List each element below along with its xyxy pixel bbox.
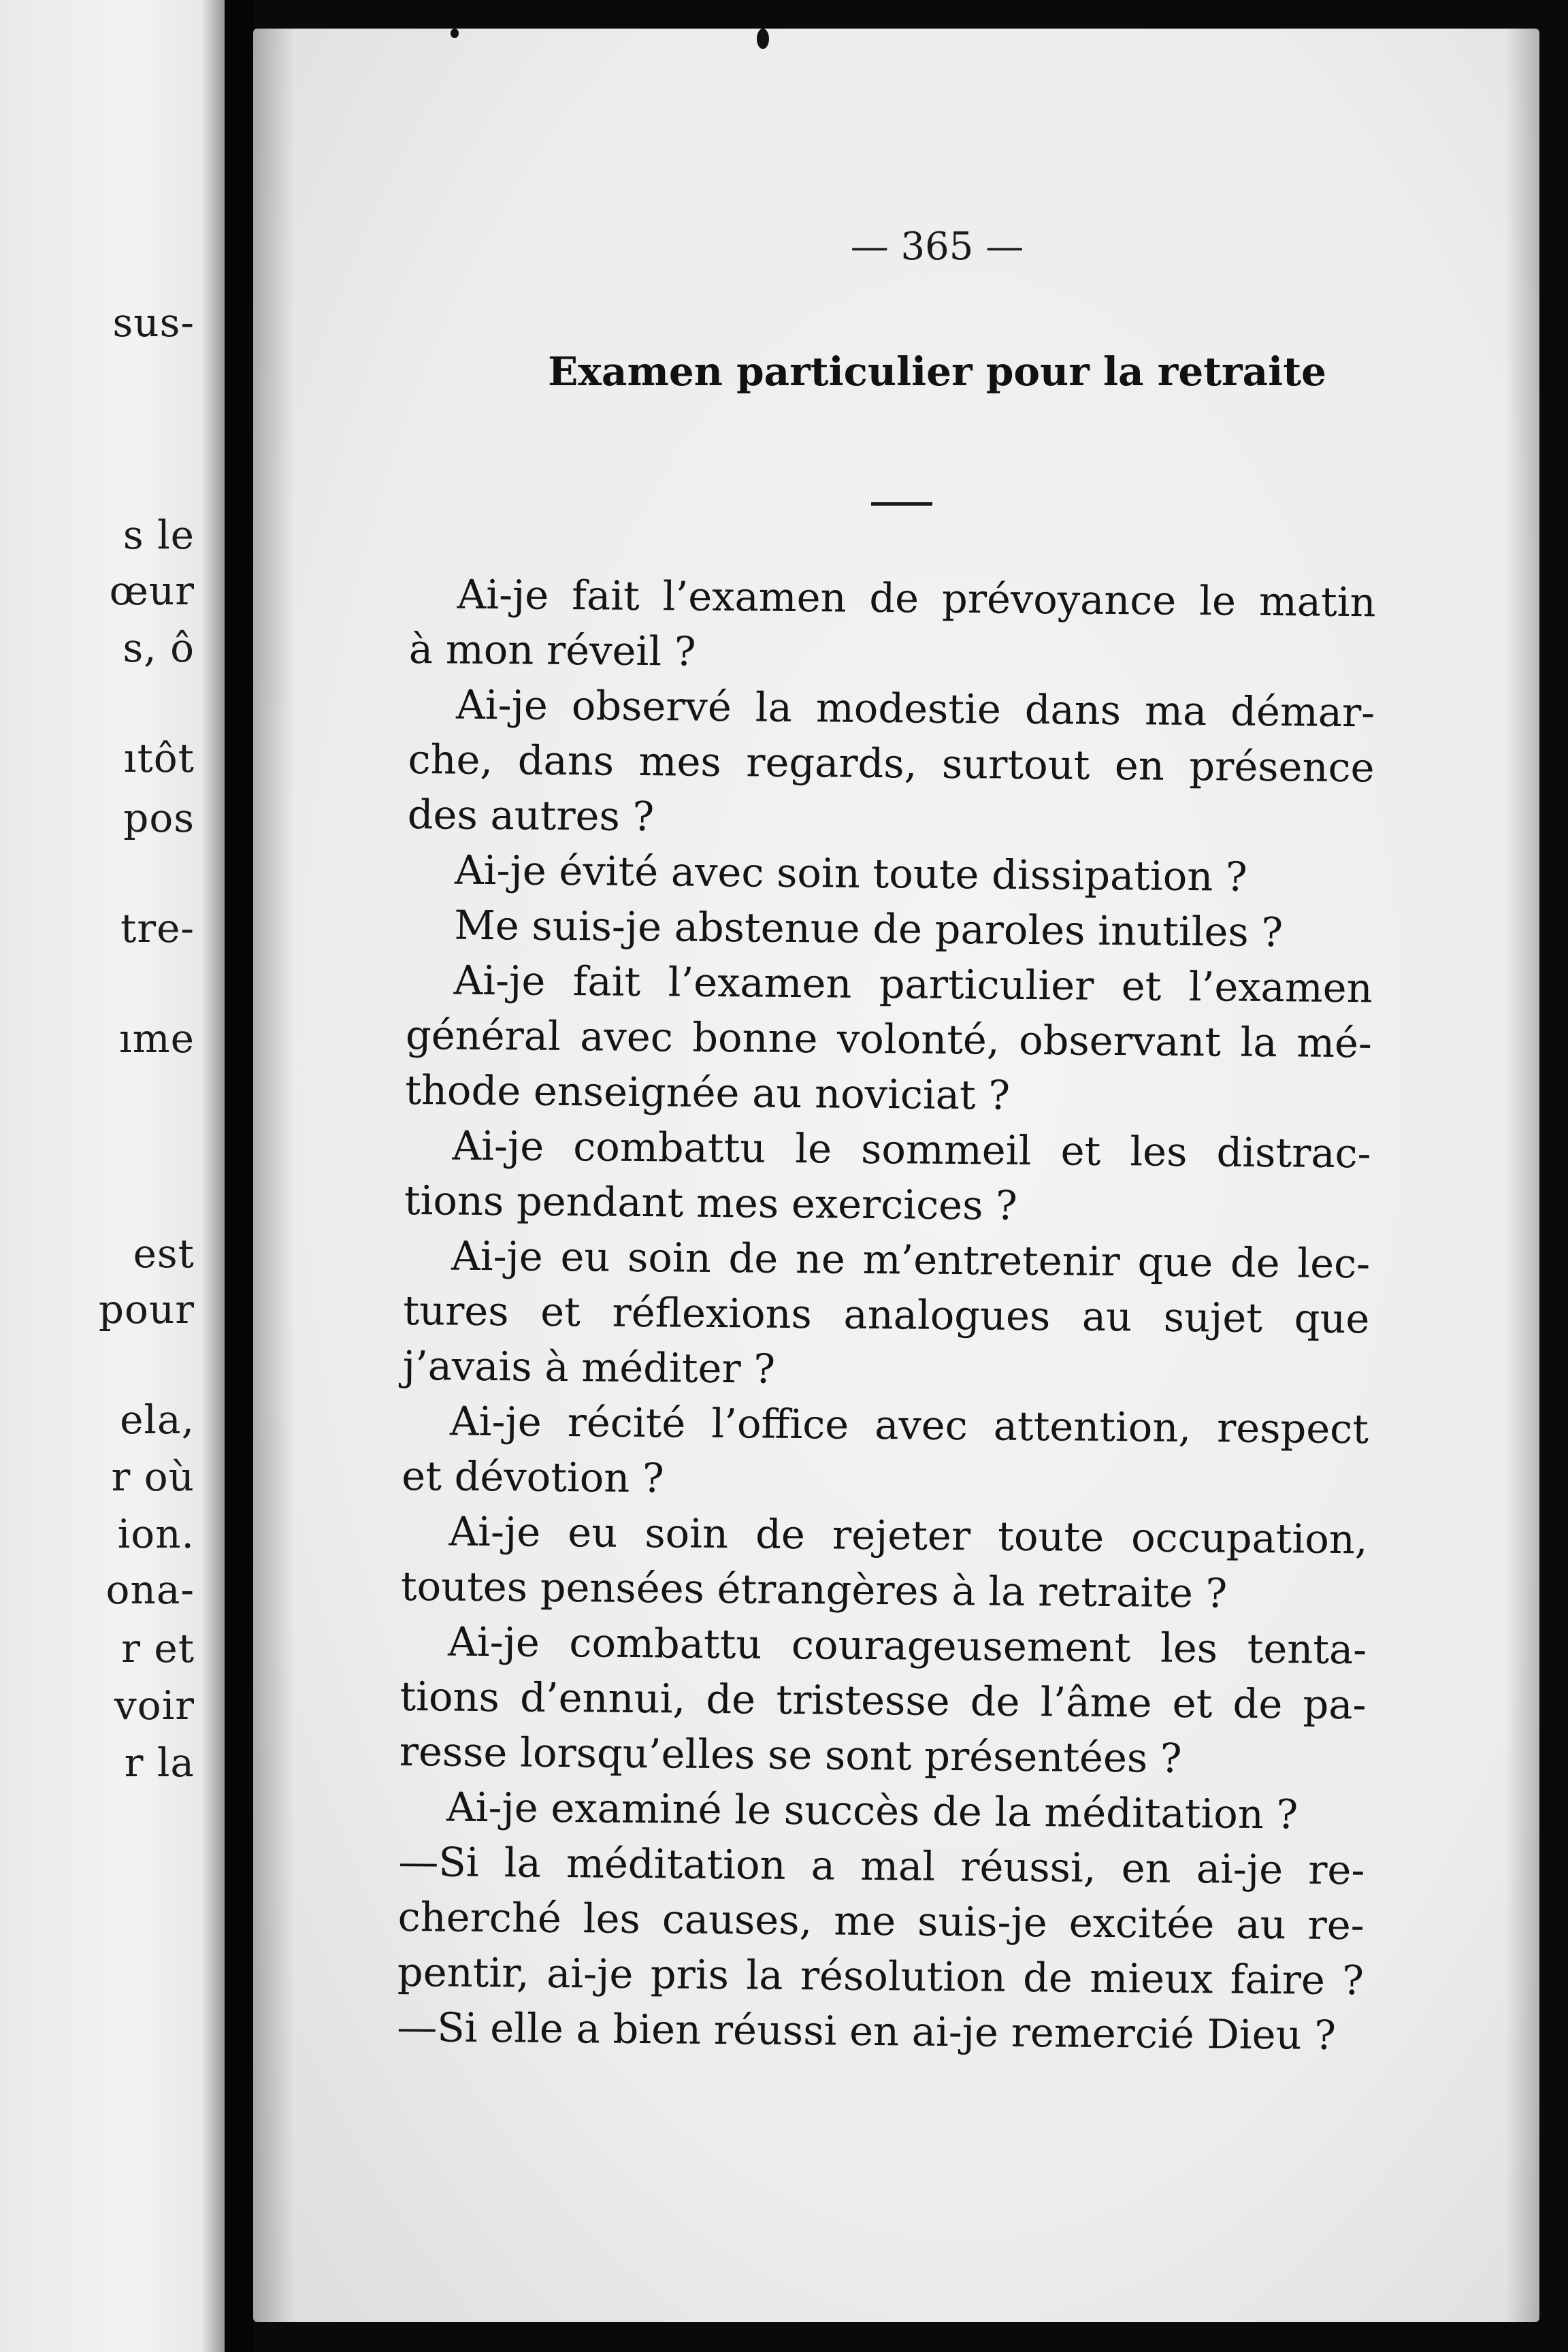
- text-line: Ai-je combattu courageusement les tenta-: [447, 1618, 1367, 1673]
- text-line: tions pendant mes exercices ?: [404, 1176, 1018, 1229]
- text-line: Ai-je examiné le succès de la méditation ?: [446, 1783, 1298, 1838]
- body-text: [397, 566, 1376, 2063]
- book-gutter: [225, 0, 253, 2352]
- left-page-line: ion.: [117, 1511, 195, 1557]
- text-line: Me suis-je abstenue de paroles inutiles ?: [454, 901, 1284, 956]
- left-page-line: voir: [114, 1682, 195, 1729]
- text-line: toutes pensées étrangères à la retraite ?: [400, 1562, 1228, 1617]
- left-page-line: r où: [111, 1454, 195, 1500]
- text-line: général avec bonne volonté, observant la mé-: [405, 1011, 1373, 1067]
- text-line: Ai-je fait l’examen de prévoyance le matin: [457, 570, 1376, 626]
- page-edge-shadow: [201, 0, 225, 2352]
- text-line: Ai-je récité l’office avec attention, respect: [449, 1397, 1369, 1453]
- text-line: Ai-je observé la modestie dans ma démar-: [455, 681, 1375, 736]
- page-right: [253, 29, 1539, 2322]
- left-page-line: tre-: [120, 905, 195, 951]
- text-line: Ai-je fait l’examen particulier et l’examen: [453, 956, 1373, 1012]
- left-page-line: r et: [121, 1625, 195, 1671]
- text-line: cherché les causes, me suis-je excitée au re-: [397, 1893, 1365, 1949]
- left-page-line: pos: [123, 795, 195, 841]
- left-page-line: œur: [109, 568, 195, 614]
- text-line: tures et réflexions analogues au sujet que: [403, 1286, 1370, 1343]
- text-line: —Si elle a bien réussi en ai-je remercié Dieu ?: [396, 2003, 1337, 2059]
- text-line: des autres ?: [407, 790, 655, 840]
- page-title: Examen particulier pour la retraite: [548, 348, 1326, 395]
- text-line: j’avais à méditer ?: [402, 1341, 776, 1392]
- left-page-line: s, ô: [122, 625, 195, 671]
- left-page-line: r la: [124, 1740, 195, 1786]
- facing-page-left: [0, 0, 225, 2352]
- text-line: Ai-je eu soin de ne m’entretenir que de lec-: [451, 1232, 1371, 1288]
- left-page-line: pour: [98, 1286, 195, 1333]
- left-page-line: s le: [122, 512, 195, 558]
- text-line: tions d’ennui, de tristesse de l’âme et de pa-: [399, 1672, 1367, 1729]
- text-line: che, dans mes regards, surtout en présence: [408, 735, 1375, 791]
- text-line: Ai-je eu soin de rejeter toute occupation,: [448, 1507, 1368, 1563]
- left-page-line: ıme: [119, 1015, 195, 1062]
- left-page-line: ela,: [120, 1396, 195, 1443]
- title-divider-rule: [871, 502, 932, 506]
- left-page-line: ıtôt: [123, 735, 195, 781]
- text-line: —Si la méditation a mal réussi, en ai-je re-: [398, 1838, 1365, 1894]
- left-page-line: est: [133, 1230, 195, 1277]
- ink-speck: [451, 29, 459, 38]
- text-line: Ai-je évité avec soin toute dissipation ?: [454, 846, 1247, 900]
- text-line: pentir, ai-je pris la résolution de mieux faire ?: [397, 1948, 1365, 2004]
- text-line: et dévotion ?: [402, 1452, 665, 1502]
- text-line: à mon réveil ?: [408, 625, 696, 675]
- ink-speck: [757, 29, 769, 49]
- text-line: Ai-je combattu le sommeil et les distrac-: [452, 1122, 1371, 1177]
- text-line: thode enseignée au noviciat ?: [404, 1066, 1011, 1119]
- left-page-line: sus-: [112, 299, 195, 346]
- left-page-line: ona-: [105, 1567, 195, 1613]
- page-number: — 365 —: [850, 225, 1024, 269]
- text-line: resse lorsqu’elles se sont présentées ?: [399, 1727, 1182, 1782]
